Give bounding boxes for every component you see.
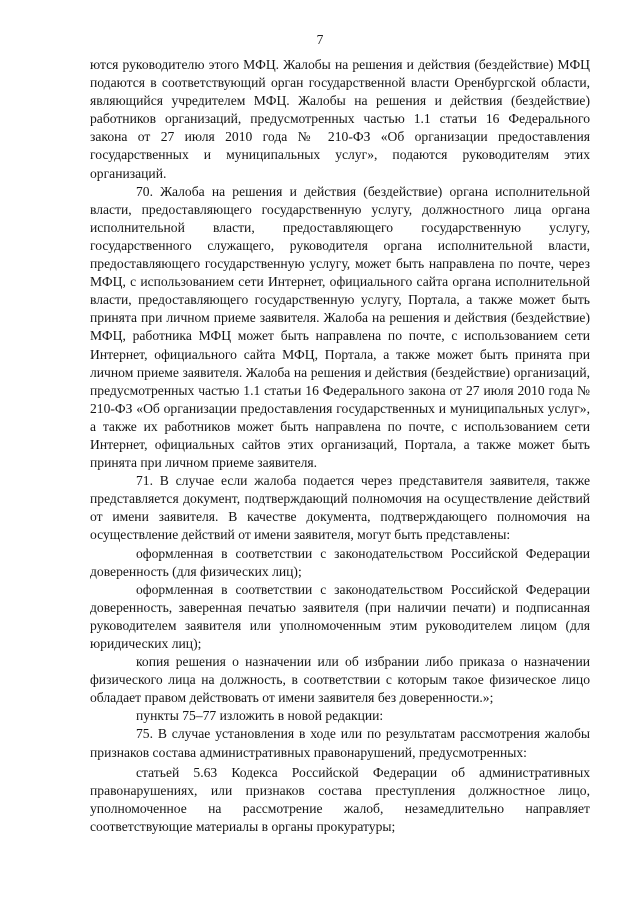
list-item-appointment-decision-copy: копия решения о назначении или об избрании либо приказа о назначении физического лица на должность, в соответствии с которым такое физическое лицо обладает правом действовать от имени заявителя без доверенности.»; <box>90 654 590 706</box>
paragraph-71: 71. В случае если жалоба подается через представителя заявителя, также представляется документ, подтверждающий полномочия на осуществление действий от имени заявителя. В качестве документа, подтверждающего полномочия на осуществление действий от имени заявителя, могут быть представлены: <box>90 473 590 543</box>
paragraph-70: 70. Жалоба на решения и действия (бездействие) органа исполнительной власти, предоставляющего государственную услугу, должностного лица органа исполнительной власти, предоставляющего государственную услугу, государственного служащего, руководителя органа исполнительной власти, предоставляющего государственную услугу, может быть направлена по почте, через МФЦ, с использованием сети Интернет, официального сайта органа исполнительной власти, предоставляющего государственную услугу, Портала, а также может быть принята при личном приеме заявителя. Жалоба на решения и действия (бездействие) МФЦ, работника МФЦ может быть направлена по почте, с использованием сети Интернет, официального сайта МФЦ, Портала, а также может быть принята при личном приеме заявителя. Жалоба на решения и действия (бездействие) организаций, предусмотренных частью 1.1 статьи 16 Федерального закона от 27 июля 2010 года № 210-ФЗ «Об организации предоставления государственных и муниципальных услуг», а также их работников может быть направлена по почте, с использованием сети Интернет, официальных сайтов этих организаций, Портала, а также может быть принята при личном приеме заявителя. <box>90 183 590 471</box>
list-item-power-of-attorney-legal-entities: оформленная в соответствии с законодательством Российской Федерации доверенность, заверенная печатью заявителя (при наличии печати) и подписанная руководителем заявителя или уполномоченным этим руководителем лицом (для юридических лиц); <box>90 581 590 651</box>
page-number: 7 <box>316 32 324 47</box>
document-body <box>90 56 590 836</box>
list-item-power-of-attorney-individuals: оформленная в соответствии с законодательством Российской Федерации доверенность (для физических лиц); <box>90 545 590 579</box>
list-item-article-5-63: статьей 5.63 Кодекса Российской Федерации об административных правонарушениях, или признаков состава преступления должностное лицо, уполномоченное на рассмотрение жалоб, незамедлительно направляет соответствующие материалы в органы прокуратуры; <box>90 764 590 834</box>
paragraph-75: 75. В случае установления в ходе или по результатам рассмотрения жалобы признаков состава административных правонарушений, предусмотренных: <box>90 726 590 760</box>
paragraph-continuation: ются руководителю этого МФЦ. Жалобы на решения и действия (бездействие) МФЦ подаются в соответствующий орган государственной власти Оренбургской области, являющийся учредителем МФЦ. Жалобы на решения и действия (бездействие) работников организаций, предусмотренных частью 1.1 статьи 16 Федерального закона от 27 июля 2010 года № 210-ФЗ «Об организации предоставления государственных и муниципальных услуг», подаются руководителям этих организаций. <box>90 57 590 181</box>
amendment-instruction: пункты 75–77 изложить в новой редакции: <box>136 708 384 724</box>
